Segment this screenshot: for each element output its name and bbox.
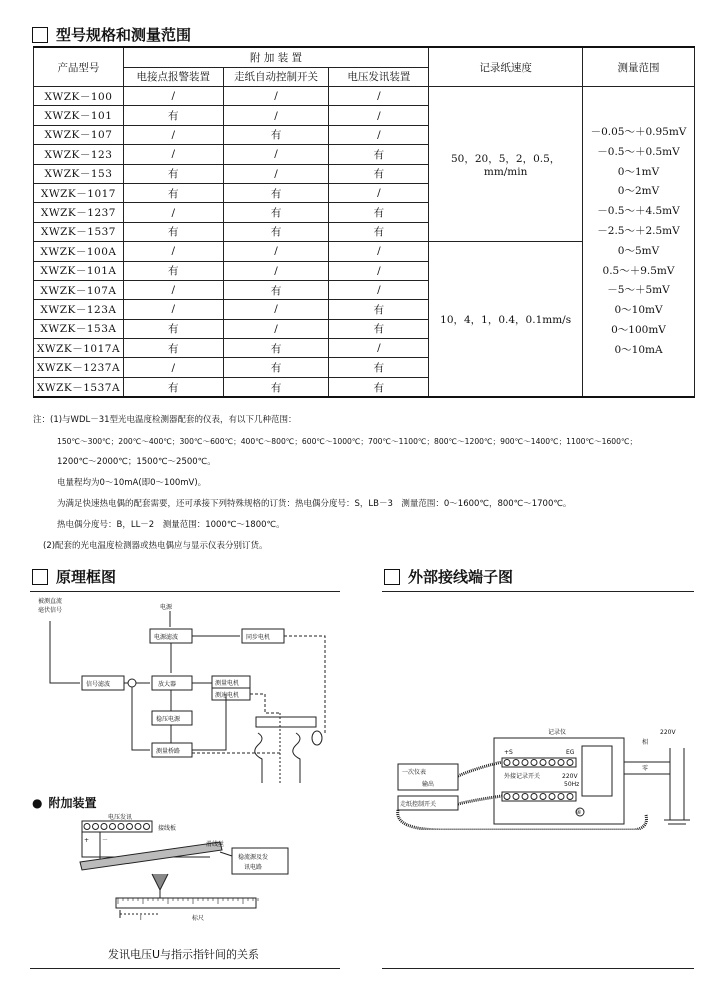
model-cell: XWZK－1017A (34, 339, 124, 358)
resistor-wire-label: 滑线丝 (206, 841, 225, 848)
range-cell (583, 87, 695, 398)
voltage-cell: 有 (329, 145, 429, 164)
notes-block (33, 410, 693, 557)
note-line: (2)配套的光电温度检测器或热电偶应与显示仪表分别订货。 (43, 541, 268, 551)
paper-cell: / (223, 261, 329, 280)
speed-cell: 10，4，1，0.4，0.1mm/s (429, 242, 583, 398)
col-alarm-header: 电接点报警装置 (123, 67, 223, 87)
note-line: 1200℃～2000℃；1500℃～2500℃。 (57, 457, 216, 467)
spec-table (33, 46, 695, 398)
model-cell: XWZK－100A (34, 242, 124, 261)
paper-cell: / (223, 242, 329, 261)
alarm-cell: / (123, 300, 223, 319)
wiring-diagram (384, 720, 696, 830)
section-title: 外部接线端子图 (408, 568, 514, 586)
neutral-label: 零 (642, 765, 649, 772)
terminal-screw-icon (540, 760, 546, 766)
checkbox-square-icon (32, 27, 48, 43)
range-value: 0～2mV (617, 185, 660, 198)
terminal-screw-icon (127, 824, 133, 830)
attach-group-header: 附 加 装 置 (123, 47, 428, 67)
terminal-screw-icon (513, 760, 519, 766)
terminal-screw-icon (531, 760, 537, 766)
terminal-screw-icon (522, 760, 528, 766)
voltage-cell: / (329, 242, 429, 261)
model-cell: XWZK－100 (34, 87, 124, 106)
paper-cell: 有 (223, 203, 329, 222)
terminal-screw-icon (558, 794, 564, 800)
voltage-cell: / (329, 183, 429, 202)
model-cell: XWZK－1537 (34, 222, 124, 241)
alarm-cell: 有 (123, 319, 223, 338)
voltage-cell: / (329, 87, 429, 106)
phase-label: 相 (642, 739, 649, 746)
paper-cell: / (223, 106, 329, 125)
terminal-screw-icon (549, 760, 555, 766)
voltage-cell: / (329, 339, 429, 358)
paper-cell: 有 (223, 183, 329, 202)
speed-motor-label: 测速电机 (215, 692, 240, 699)
terminal-screw-icon (504, 794, 510, 800)
bullet-icon: ● (32, 795, 43, 810)
model-cell: XWZK－153 (34, 164, 124, 183)
model-cell: XWZK－107A (34, 280, 124, 299)
alarm-cell: / (123, 358, 223, 377)
col-paper-header: 走纸自动控制开关 (223, 67, 329, 87)
divider (30, 968, 340, 969)
eg-label: EG (566, 749, 575, 756)
alarm-cell: 有 (123, 183, 223, 202)
block-diagram (30, 593, 340, 788)
model-cell: XWZK－123A (34, 300, 124, 319)
paper-switch-label: 走纸控制开关 (400, 801, 437, 808)
ext-switch-label: 外接记录开关 (504, 773, 541, 780)
checkbox-square-icon (384, 569, 400, 585)
input-signal-label: 毫伏信号 (38, 607, 63, 614)
note-line: 电量程均为0～10mA(即0～100mV)。 (57, 478, 207, 488)
section-title: 原理框图 (56, 568, 117, 586)
alarm-cell: 有 (123, 222, 223, 241)
model-cell: XWZK－153A (34, 319, 124, 338)
section-wiring-header (384, 566, 513, 587)
voltage-cell: / (329, 125, 429, 144)
hz50-label: 50Hz (564, 781, 580, 788)
paper-cell: 有 (223, 280, 329, 299)
attach-diagram (60, 812, 320, 952)
alarm-cell: / (123, 145, 223, 164)
alarm-cell: / (123, 280, 223, 299)
terminal-screw-icon (144, 824, 150, 830)
range-value: －0.5～＋4.5mV (597, 205, 680, 218)
range-value: 0～10mA (614, 343, 663, 356)
paper-cell: / (223, 145, 329, 164)
section-type-spec-header (32, 24, 191, 45)
voltage-cell: 有 (329, 203, 429, 222)
terminal-screw-icon (513, 794, 519, 800)
voltage-cell: / (329, 261, 429, 280)
table-row (34, 87, 695, 106)
circuit-label: 稳流源及发 (238, 854, 269, 861)
sync-motor-label: 同步电机 (246, 634, 271, 641)
section-title: 附加装置 (48, 796, 97, 810)
voltage-cell: 有 (329, 164, 429, 183)
power-label: 电源 (160, 604, 173, 611)
model-cell: XWZK－123 (34, 145, 124, 164)
terminal-screw-icon (84, 824, 90, 830)
range-value: －0.05～＋0.95mV (590, 126, 687, 138)
paper-cell: 有 (223, 339, 329, 358)
speed-cell: 50，20，5，2，0.5，mm/min (429, 87, 583, 242)
measure-motor-label: 测量电机 (215, 680, 240, 687)
recorder-box (494, 738, 624, 824)
l-label: l (140, 915, 142, 922)
paper-cell: 有 (223, 222, 329, 241)
voltage-cell: / (329, 106, 429, 125)
alarm-cell: 有 (123, 261, 223, 280)
model-cell: XWZK－101 (34, 106, 124, 125)
note-line: 为满足快速热电偶的配套需要，还可承接下列特殊规格的订货：热电偶分度号：S，LB－3 测量范围：0～1600℃，800℃～1700℃。 (57, 499, 572, 509)
section-attach-header (32, 794, 97, 811)
alarm-cell: 有 (123, 377, 223, 397)
output-label: 输出 (422, 781, 435, 788)
power-filter-label: 电源滤波 (154, 634, 179, 641)
terminal-screw-icon (558, 760, 564, 766)
range-value: －0.5～＋0.5mV (597, 145, 680, 158)
input-signal-label: 被测直流 (38, 598, 63, 605)
circuit-label: 讯电路 (244, 864, 263, 871)
bridge-label: 测量桥路 (156, 748, 181, 755)
col-speed-header: 记录纸速度 (429, 47, 583, 87)
alarm-cell: 有 (123, 106, 223, 125)
v220-top-label: 220V (660, 729, 676, 736)
divider (382, 968, 694, 969)
note-line: 热电偶分度号：B，LL－2 测量范围：1000℃～1800℃。 (57, 520, 285, 530)
alarm-cell: / (123, 87, 223, 106)
range-value: 0～100mV (611, 323, 666, 336)
model-cell: XWZK－1237 (34, 203, 124, 222)
terminal-screw-icon (93, 824, 99, 830)
regulator-label: 稳压电源 (156, 716, 181, 723)
terminal-screw-icon (549, 794, 555, 800)
divider (382, 591, 694, 592)
voltage-cell: 有 (329, 222, 429, 241)
terminal-screw-icon (567, 794, 573, 800)
range-value: 0～1mV (617, 165, 660, 178)
terminal-screw-icon (135, 824, 141, 830)
terminal-screw-icon (110, 824, 116, 830)
voltage-cell: 有 (329, 319, 429, 338)
terminal-screw-icon (118, 824, 124, 830)
model-cell: XWZK－107 (34, 125, 124, 144)
amplifier-label: 放大器 (158, 681, 177, 688)
alarm-cell: 有 (123, 164, 223, 183)
paper-cell: / (223, 319, 329, 338)
terminal-screw-icon (531, 794, 537, 800)
model-cell: XWZK－1537A (34, 377, 124, 397)
paper-cell: 有 (223, 125, 329, 144)
primary-label: 一次仪表 (402, 769, 427, 776)
plus-s-label: +S (504, 749, 513, 756)
voltage-cell: 有 (329, 300, 429, 319)
paper-cell: / (223, 87, 329, 106)
col-voltage-header: 电压发讯装置 (329, 67, 429, 87)
alarm-cell: / (123, 125, 223, 144)
paper-cell: 有 (223, 377, 329, 397)
attach-caption: 发讯电压U与指示指针间的关系 (108, 948, 260, 961)
terminal-screw-icon (101, 824, 107, 830)
model-cell: XWZK－1237A (34, 358, 124, 377)
scale-label: 标尺 (192, 915, 205, 922)
range-value: 0.5～＋9.5mV (602, 264, 675, 277)
voltage-signal-label: 电压发讯 (108, 814, 133, 821)
section-title: 型号规格和测量范围 (56, 26, 192, 44)
section-block-diagram-header (32, 566, 116, 587)
col-model-header: 产品型号 (34, 47, 124, 87)
col-range-header: 测量范围 (583, 47, 695, 87)
paper-cell: / (223, 164, 329, 183)
alarm-cell: / (123, 203, 223, 222)
alarm-cell: 有 (123, 339, 223, 358)
note-line: 150℃～300℃；200℃～400℃；300℃～600℃；400℃～800℃；600℃～1000℃；700℃～1100℃；800℃～1200℃；900℃～1400℃；1100℃～1600℃； (57, 437, 638, 446)
terminal-screw-icon (540, 794, 546, 800)
plus-label: + (84, 837, 90, 844)
voltage-cell: / (329, 280, 429, 299)
terminal-screw-icon (567, 760, 573, 766)
voltage-cell: 有 (329, 358, 429, 377)
minus-label: － (102, 837, 109, 844)
range-value: －2.5～＋2.5mV (597, 224, 680, 237)
range-value: －5～＋5mV (607, 284, 670, 297)
model-cell: XWZK－101A (34, 261, 124, 280)
terminal-screw-icon (522, 794, 528, 800)
divider (30, 591, 340, 592)
recorder-label: 记录仪 (548, 729, 567, 736)
note-line: 注：(1)与WDL－31型光电温度检测器配套的仪表，有以下几种范围： (33, 415, 297, 425)
range-value: 0～10mV (614, 304, 663, 317)
terminal-screw-icon (504, 760, 510, 766)
alarm-cell: / (123, 242, 223, 261)
terminal-board-label: 接线板 (158, 825, 177, 832)
paper-cell: / (223, 300, 329, 319)
circle4-label: ④ (576, 809, 582, 816)
voltage-cell: 有 (329, 377, 429, 397)
v220-label: 220V (562, 773, 578, 780)
signal-filter-label: 信号滤波 (86, 681, 111, 688)
range-value: 0～5mV (617, 244, 660, 257)
model-cell: XWZK－1017 (34, 183, 124, 202)
checkbox-square-icon (32, 569, 48, 585)
paper-cell: 有 (223, 358, 329, 377)
